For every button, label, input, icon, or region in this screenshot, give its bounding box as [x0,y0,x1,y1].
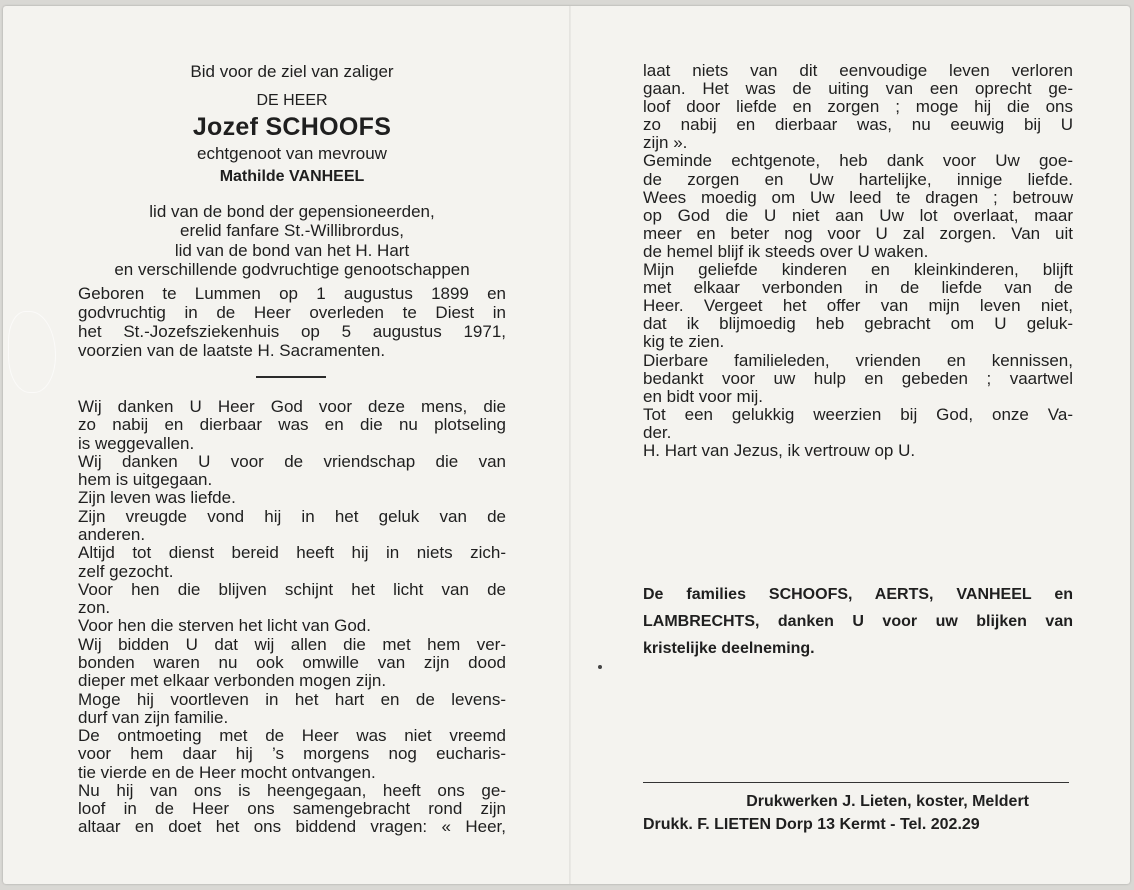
prayer-line: Nu hij van ons is heengegaan, heeft ons ge- [78,780,506,800]
prayer-line: Tot een gelukkig weerzien bij God, onze Va- [643,404,1073,424]
divider [256,376,326,378]
membership-line: en verschillende godvruchtige genootschappen [114,259,470,279]
prayer-line: zijn ». [643,133,688,153]
membership-line: lid van de bond van het H. Hart [174,240,410,260]
prayer-line: Geminde echtgenote, heb dank voor Uw goe- [643,151,1073,171]
prayer-line: en bidt voor mij. [643,386,763,406]
prayer-line: Altijd tot dienst bereid heeft hij in niets zich- [78,543,506,563]
prayer-line: Zijn leven was liefde. [78,488,236,508]
printer-line-2: Drukk. F. LIETEN Dorp 13 Kermt - Tel. 202.29 [643,816,980,833]
prayer-line: Voor hen die blijven schijnt het licht van de [78,579,506,599]
prayer-line: meer en beter nog voor U zal zorgen. Van uit [643,223,1073,243]
printer-line-1: Drukwerken J. Lieten, koster, Meldert [746,793,1029,810]
intro-line: Bid voor de ziel van zaliger [190,62,394,81]
prayer-line: hem is uitgegaan. [78,470,213,490]
memberships [78,202,506,279]
prayer-line: H. Hart van Jezus, ik vertrouw op U. [643,440,916,460]
biography [78,284,506,360]
prayer-line: anderen. [78,524,146,544]
prayer-text [78,398,506,837]
prayer-line: de hemel blijf ik steeds over U waken. [643,241,929,261]
prayer-line: bedankt voor uw hulp en gebeden ; vaartwel [643,368,1073,388]
prayer-line: Heer. Vergeet het offer van mijn leven niet, [643,296,1073,316]
prayer-line: laat niets van dit eenvoudige leven verloren [643,61,1073,80]
prayer-line: is weggevallen. [78,433,195,453]
thanks-line: De families SCHOOFS, AERTS, VANHEEL en [643,586,1073,603]
prayer-line: Voor hen die sterven het licht van God. [78,616,371,636]
membership-line: lid van de bond der gepensioneerden, [149,202,435,221]
thanks-line: kristelijke deelneming. [643,640,815,657]
ink-spot [598,665,602,669]
prayer-line: de zorgen en Uw hartelijke, innige liefde. [643,169,1073,189]
paper-mark [8,311,56,393]
prayer-line: Wij danken U Heer God voor deze mens, die [78,397,506,416]
spouse-name: Mathilde VANHEEL [219,168,365,185]
spouse-label: echtgenoot van mevrouw [197,144,387,163]
printer-credits [643,790,1069,836]
bio-line: Geboren te Lummen op 1 augustus 1899 en [78,284,506,303]
prayer-line: der. [643,422,672,442]
honorific: DE HEER [256,92,328,109]
prayer-line: Wij bidden U dat wij allen die met hem ver- [78,634,506,654]
prayer-line: zo nabij en dierbaar was, nu eeuwig bij U [643,115,1073,135]
prayer-line: altaar en doet het ons biddend vragen: « Heer, [78,817,506,837]
bio-line: godvruchtig in de Heer overleden te Diest in [78,303,506,322]
prayer-line: durf van zijn familie. [78,707,229,727]
prayer-line: bonden waren nu ook omwille van zijn dood [78,652,506,672]
prayer-line: voor hem daar hij ’s morgens nog eucharis- [78,744,506,764]
prayer-line: kig te zien. [643,332,725,352]
family-thanks [643,581,1073,662]
prayer-line: zo nabij en dierbaar was en die nu plotseling [78,415,506,435]
prayer-line: dieper met elkaar verbonden mogen zijn. [78,671,387,691]
right-panel [643,6,1073,884]
memorial-card [3,6,1130,884]
prayer-line: Zijn vreugde vond hij in het geluk van de [78,506,506,526]
prayer-line: zon. [78,598,111,618]
prayer-continued [643,62,1073,460]
prayer-line: Mijn geliefde kinderen en kleinkinderen, blijft [643,260,1073,280]
prayer-line: met elkaar verbonden in de liefde van de [643,278,1073,298]
prayer-line: Wees moedig om Uw leed te dragen ; betrouw [643,187,1073,207]
prayer-line: loof in de Heer ons samengebracht rond zijn [78,799,506,819]
bio-line: voorzien van de laatste H. Sacramenten. [78,341,386,360]
prayer-line: dat ik blijmoedig heb gebracht om U geluk- [643,314,1073,334]
left-panel [78,6,506,884]
prayer-line: zelf gezocht. [78,561,174,581]
prayer-line: loof door liefde en zorgen ; moge hij die ons [643,97,1073,117]
prayer-line: tie vierde en de Heer mocht ontvangen. [78,762,376,782]
card-fold [569,6,571,884]
prayer-line: Wij danken U voor de vriendschap die van [78,451,506,471]
membership-line: erelid fanfare St.-Willibrordus, [180,221,404,241]
prayer-line: De ontmoeting met de Heer was niet vreemd [78,726,506,746]
footer-rule [643,782,1069,783]
thanks-line: LAMBRECHTS, danken U voor uw blijken van [643,613,1073,630]
header-block [78,62,506,186]
prayer-line: Moge hij voortleven in het hart en de levens- [78,689,506,709]
prayer-line: Dierbare familieleden, vrienden en kennissen, [643,350,1073,370]
deceased-name: Jozef SCHOOFS [192,113,392,141]
prayer-line: gaan. Het was de uiting van een oprecht ge- [643,79,1073,99]
prayer-line: op God die U niet aan Uw lot overlaat, maar [643,205,1073,225]
bio-line: het St.-Jozefsziekenhuis op 5 augustus 1971, [78,322,506,341]
